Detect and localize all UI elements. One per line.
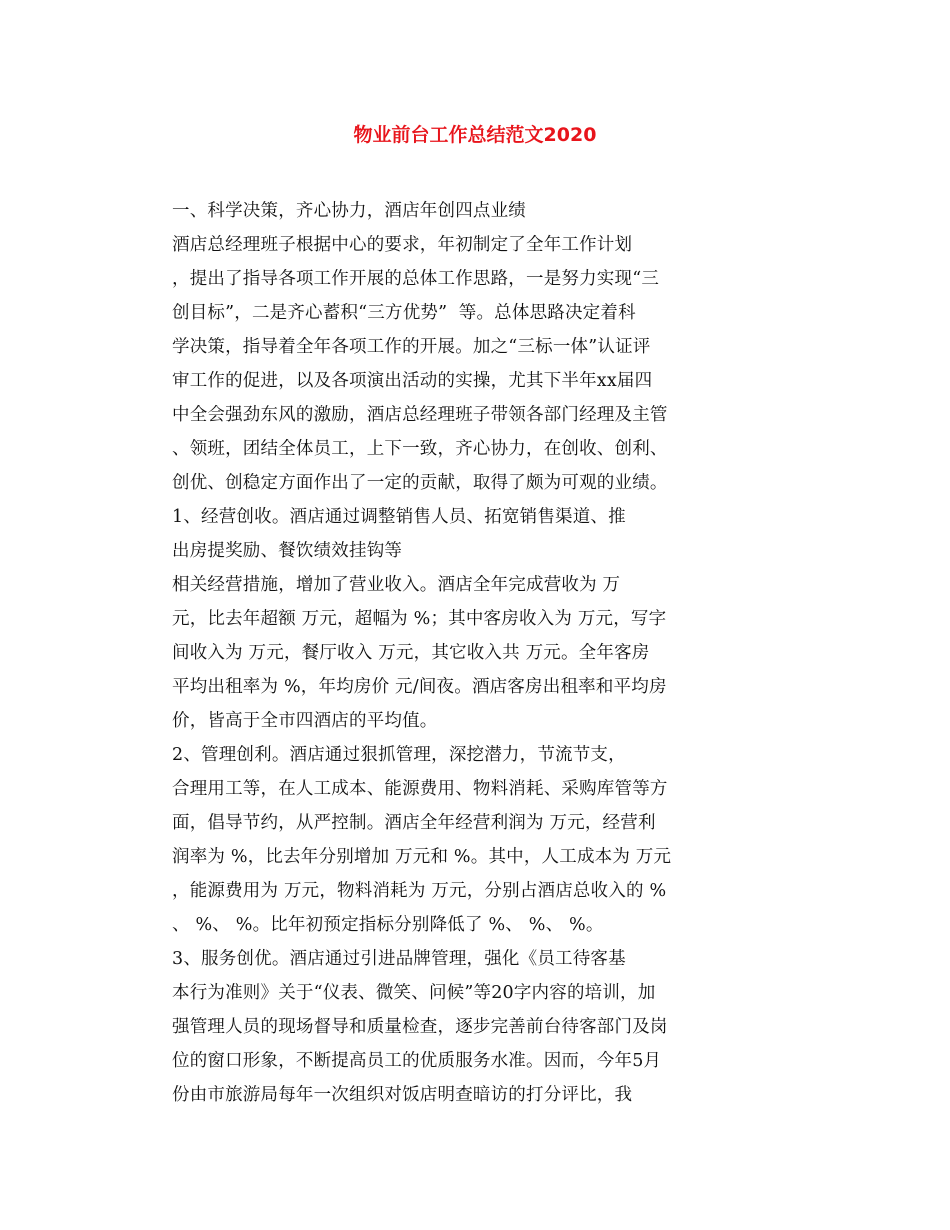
body-line: 酒店总经理班子根据中心的要求，年初制定了全年工作计划: [172, 235, 633, 255]
body-line: 学决策，指导着全年各项工作的开展。加之“三标一体”认证评: [172, 337, 651, 357]
body-line: 创目标”，二是齐心蓄积“三方优势” 等。总体思路决定着科: [172, 303, 636, 323]
body-line: 3、服务创优。酒店通过引进品牌管理，强化《员工待客基: [172, 949, 626, 969]
body-line: 润率为 %，比去年分别增加 万元和 %。其中，人工成本为 万元: [172, 847, 672, 867]
body-line: 审工作的促进，以及各项演出活动的实操，尤其下半年xx届四: [172, 371, 653, 391]
body-line: 中全会强劲东风的激励，酒店总经理班子带领各部门经理及主管: [172, 405, 668, 425]
body-line: 间收入为 万元，餐厅收入 万元，其它收入共 万元。全年客房: [172, 643, 650, 663]
document-body: [172, 194, 732, 1112]
body-line: 2、管理创利。酒店通过狠抓管理，深挖潜力，节流节支，: [172, 745, 626, 765]
body-line: 创优、创稳定方面作出了一定的贡献，取得了颇为可观的业绩。: [172, 473, 668, 493]
body-line: 价，皆高于全市四酒店的平均值。: [172, 711, 438, 731]
body-line: 1、经营创收。酒店通过调整销售人员、拓宽销售渠道、推: [172, 507, 626, 527]
body-line: ，提出了指导各项工作开展的总体工作思路，一是努力实现“三: [172, 269, 660, 289]
body-line: 、 %、 %。比年初预定指标分别降低了 %、 %、 %。: [172, 915, 604, 935]
body-line: 元，比去年超额 万元，超幅为 %；其中客房收入为 万元，写字: [172, 609, 667, 629]
body-line: 出房提奖励、餐饮绩效挂钩等: [172, 541, 403, 561]
body-line: 份由市旅游局每年一次组织对饭店明查暗访的打分评比，我: [172, 1085, 633, 1105]
body-line: 相关经营措施，增加了营业收入。酒店全年完成营收为 万: [172, 575, 621, 595]
body-line: 平均出租率为 %，年均房价 元/间夜。酒店客房出租率和平均房: [172, 677, 667, 697]
body-line: 位的窗口形象，不断提高员工的优质服务水准。因而，今年5月: [172, 1051, 662, 1071]
body-line: 合理用工等，在人工成本、能源费用、物料消耗、采购库管等方: [172, 779, 668, 799]
body-line: 本行为准则》关于“仪表、微笑、问候”等20字内容的培训，加: [172, 983, 656, 1003]
body-line: 、领班，团结全体员工，上下一致，齐心协力，在创收、创利、: [172, 439, 668, 459]
body-line: 一、科学决策，齐心协力，酒店年创四点业绩: [172, 201, 526, 221]
body-line: 强管理人员的现场督导和质量检查，逐步完善前台待客部门及岗: [172, 1017, 668, 1037]
body-line: 面，倡导节约，从严控制。酒店全年经营利润为 万元，经营利: [172, 813, 656, 833]
body-line: ，能源费用为 万元，物料消耗为 万元，分别占酒店总收入的 %: [172, 881, 667, 901]
document-title: 物业前台工作总结范文2020: [353, 124, 597, 146]
